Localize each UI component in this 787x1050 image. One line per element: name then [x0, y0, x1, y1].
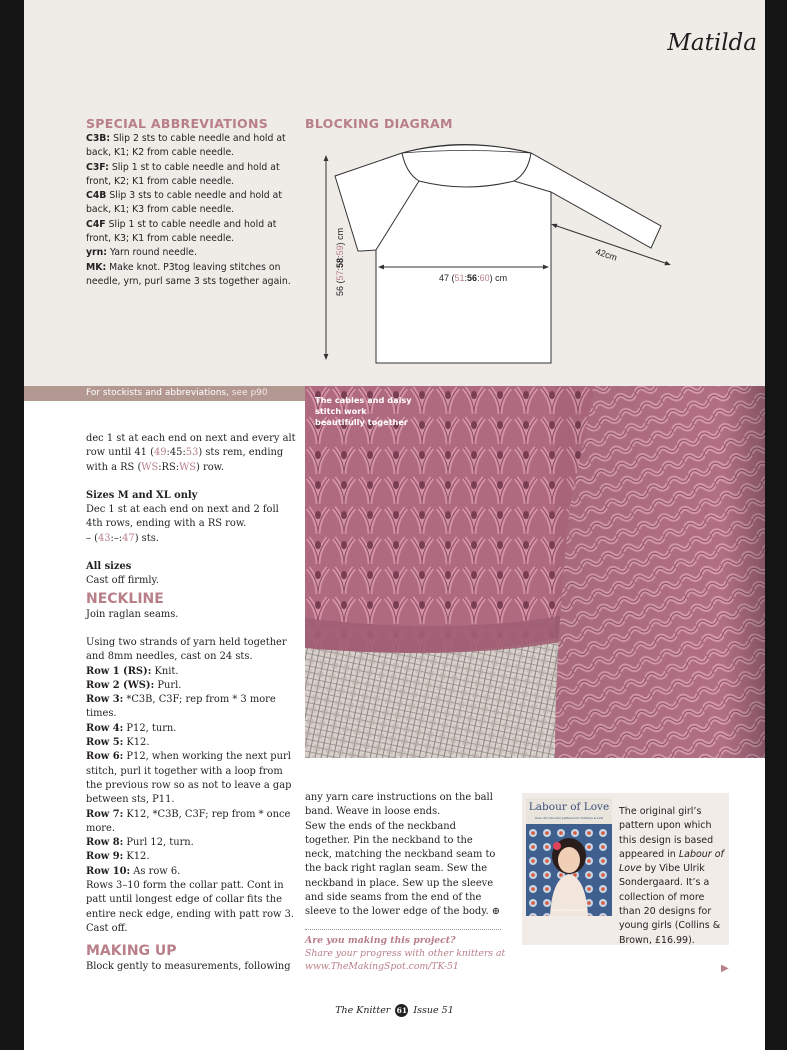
all-sizes-heading: All sizes: [86, 561, 132, 573]
neckline-heading: NECKLINE: [86, 590, 164, 607]
svg-text:Over 20 colourful patterns for: Over 20 colourful patterns for toddlers & kids: [534, 816, 604, 820]
instructions-column-1: [86, 432, 296, 975]
all-sizes-text: Cast off firmly.: [86, 575, 159, 587]
book-cover: [526, 798, 612, 916]
row-instruction: Row 1 (RS): Knit.: [86, 665, 179, 677]
making-up-continued: Sew the ends of the neckband together. Pin the neckband to the neck, matching the neckband seam to the back right raglan seam. Sew the neckband in place. Sew up the sleeve and side seams from the end of the sleeve to the lower edge of the body. ⊕: [305, 820, 501, 918]
row-instruction: Row 9: K12.: [86, 851, 150, 863]
row-instruction: Row 6: P12, when working the next purl stitch, purl it together with a loop from the previous row so as not to leave a gap between sts, P11.: [86, 751, 292, 806]
abbreviations-heading: SPECIAL ABBREVIATIONS: [86, 116, 269, 131]
page-footer: The Knitter 61 Issue 51: [335, 1005, 454, 1016]
blocking-diagram-heading: BLOCKING DIAGRAM: [305, 116, 453, 131]
abbr-item: C4F Slip 1 st to cable needle and hold at front, K3; K1 from cable needle.: [86, 218, 277, 245]
row-instruction: Row 2 (WS): Purl.: [86, 679, 182, 691]
length-label: 56 (57:58:59) cm: [335, 227, 345, 296]
neckline-paragraph: Join raglan seams.: [86, 608, 179, 620]
sleeve-label: 42cm: [594, 246, 619, 263]
magazine-page: [24, 0, 765, 1050]
making-spot-link[interactable]: www.TheMakingSpot.com/TK-51: [305, 961, 459, 972]
stockists-bar: [24, 386, 305, 401]
book-box: [522, 793, 729, 945]
stockists-text: For stockists and abbreviations,: [86, 388, 232, 398]
instructions-column-2: [305, 791, 501, 920]
width-label: 47 (51:56:60) cm: [439, 273, 508, 283]
blocking-diagram: [306, 138, 686, 364]
next-page-arrow-icon[interactable]: ▶: [721, 963, 729, 974]
making-up-continued: any yarn care instructions on the ball band. Weave in loose ends.: [305, 792, 493, 818]
photo-caption: The cables and daisy stitch work beautifully together: [315, 395, 412, 427]
making-up-text: Block gently to measurements, following: [86, 961, 291, 973]
scan-edge-left: [0, 0, 24, 1050]
svg-text:Vibe Ulrik Sondergaard: Vibe Ulrik Sondergaard: [551, 908, 587, 912]
abbr-item: C3B: Slip 2 sts to cable needle and hold at back, K1; K2 from cable needle.: [86, 133, 286, 159]
abbr-item: C3F: Slip 1 st to cable needle and hold at front, K2; K1 from cable needle.: [86, 161, 280, 187]
row-instruction: Row 10: As row 6.: [86, 865, 181, 877]
abbr-item: MK: Make knot. P3tog leaving stitches on needle, yrn, purl same 3 sts together again.: [86, 261, 291, 287]
svg-text:Labour of Love: Labour of Love: [528, 801, 610, 813]
cast-off-text: Cast off.: [86, 922, 128, 934]
scan-edge-right: [765, 0, 787, 1050]
sizes-heading: Sizes M and XL only: [86, 489, 198, 501]
abbr-item: C4B Slip 3 sts to cable needle and hold at back, K1; K3 from cable needle.: [86, 190, 282, 216]
book-description: The original girl’s pattern upon which this design is based appeared in Labour of Love by Vibe Ulrik Sondergaard. It’s a collection of more than 20 designs for young girls (Collins & Brown, £16.99).: [619, 806, 724, 946]
decrease-paragraph: dec 1 st at each end on next and every alt row until 41 (49:45:53) sts rem, ending with a RS (WS:RS:WS) row.: [86, 433, 296, 473]
special-abbreviations: [86, 116, 296, 289]
sizes-text: Dec 1 st at each end on next and 2 foll 4th rows, ending with a RS row.: [86, 504, 279, 530]
making-up-heading: MAKING UP: [86, 943, 177, 960]
rows-summary: Rows 3–10 form the collar patt. Cont in patt until longest edge of collar fits the entire neck edge, ending with patt row 3.: [86, 880, 295, 920]
row-instruction: Row 8: Purl 12, turn.: [86, 837, 194, 849]
sweater-photo: [305, 386, 765, 758]
row-instruction: Row 3: *C3B, C3F; rep from * 3 more times.: [86, 694, 276, 720]
end-mark-icon: ⊕: [491, 906, 501, 918]
divider: [305, 929, 501, 930]
neckline-paragraph: Using two strands of yarn held together and 8mm needles, cast on 24 sts.: [86, 636, 287, 663]
sizes-counts: – (43:–:47) sts.: [86, 532, 159, 544]
row-instruction: Row 5: K12.: [86, 737, 150, 749]
abbr-item: yrn: Yarn round needle.: [86, 247, 197, 259]
page-number: 61: [396, 1006, 408, 1015]
row-instruction: Row 7: K12, *C3B, C3F; rep from * once more.: [86, 808, 291, 834]
making-spot-note: Are you making this project? Share your progress with other knitters at www.TheMakingSpot.com/TK-51: [305, 934, 515, 973]
row-instruction: Row 4: P12, turn.: [86, 722, 177, 734]
pattern-title: Matilda: [667, 30, 757, 56]
stockists-link[interactable]: see p90: [231, 388, 268, 398]
